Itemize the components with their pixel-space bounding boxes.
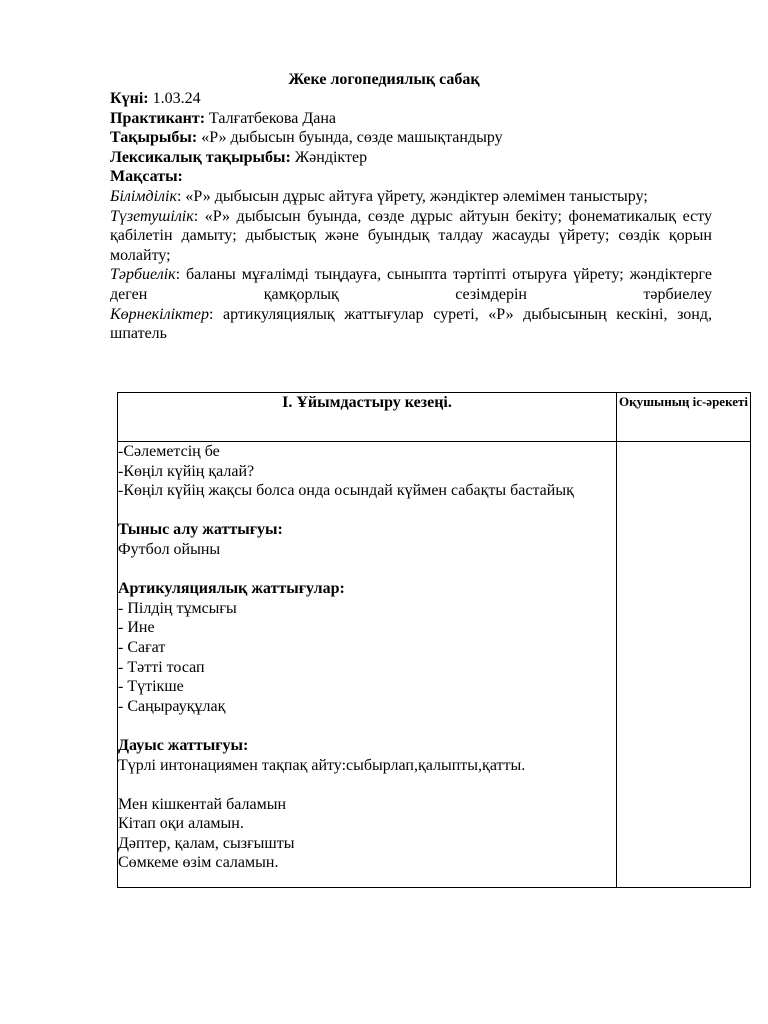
table-header-row bbox=[118, 393, 751, 442]
lesson-plan-table bbox=[117, 392, 751, 888]
upbringing-goal bbox=[110, 265, 712, 304]
breathing-exercise-item: Футбол ойыны bbox=[118, 540, 221, 558]
poem-line: Дәптер, қалам, сызғышты bbox=[118, 834, 295, 852]
topic-label: Тақырыбы: bbox=[110, 129, 198, 147]
greeting-line: -Көңіл күйің қалай? bbox=[118, 462, 255, 480]
topic-line bbox=[110, 128, 712, 148]
stage-content-cell bbox=[118, 442, 617, 888]
voice-exercise-title: Дауыс жаттығуы: bbox=[118, 736, 249, 754]
upbringing-text: : баланы мұғалімді тыңдауға, сыныпта тәртіпті отыруға үйрету; жәндіктерге деген қамқорлық сезімдерін тәрбиелеу bbox=[110, 266, 712, 303]
poem-line: Кітап оқи аламын. bbox=[118, 815, 244, 833]
articulation-item: - Пілдің тұмсығы bbox=[118, 599, 237, 617]
lexical-topic-value: Жәндіктер bbox=[294, 148, 368, 166]
articulation-item: - Түтікше bbox=[118, 678, 184, 696]
breathing-exercise-title: Тыныс алу жаттығуы: bbox=[118, 521, 283, 539]
corrective-label: Түзетушілік bbox=[110, 207, 194, 225]
articulation-item: - Сағат bbox=[118, 638, 166, 656]
articulation-item: - Саңырауқұлақ bbox=[118, 697, 226, 715]
educational-text: : «Р» дыбысын дұрыс айтуға үйрету, жәндіктер әлемімен таныстыру; bbox=[176, 187, 648, 205]
corrective-text: : «Р» дыбысын буында, сөзде дұрыс айтуын бекіту; фонематикалық есту қабілетін дамыту; дыбыстық және буындық талдау жасауды үйрету; сөздік қорын молайту; bbox=[110, 207, 712, 264]
poem-line: Сөмкеме өзім саламын. bbox=[118, 854, 279, 872]
goals-line bbox=[110, 167, 712, 187]
stage-header: І. Ұйымдастыру кезеңі. bbox=[118, 393, 617, 442]
visual-aids-label: Көрнекіліктер bbox=[110, 305, 209, 323]
lexical-topic-line bbox=[110, 148, 712, 168]
corrective-goal bbox=[110, 207, 712, 266]
visual-aids bbox=[110, 305, 712, 344]
practitioner-label: Практикант: bbox=[110, 109, 206, 127]
date-value: 1.03.24 bbox=[152, 90, 201, 107]
table-row bbox=[118, 442, 751, 888]
poem-line: Мен кішкентай баламын bbox=[118, 795, 287, 813]
voice-exercise-text: Түрлі интонациямен тақпақ айту:сыбырлап,қалыпты,қатты. bbox=[118, 756, 526, 774]
lexical-topic-label: Лексикалық тақырыбы: bbox=[110, 148, 291, 166]
practitioner-line bbox=[110, 109, 712, 129]
date-line bbox=[110, 89, 712, 109]
articulation-item: - Ине bbox=[118, 619, 155, 637]
upbringing-label: Тәрбиелік bbox=[110, 266, 176, 284]
greeting-line: -Көңіл күйің жақсы болса онда осындай күймен сабақты бастайық bbox=[118, 482, 574, 500]
student-activity-cell bbox=[617, 442, 751, 888]
articulation-title: Артикуляциялық жаттығулар: bbox=[118, 580, 345, 598]
goals-label: Мақсаты: bbox=[110, 168, 183, 186]
educational-goal bbox=[110, 187, 712, 207]
date-label: Күні: bbox=[110, 90, 149, 107]
educational-label: Білімділік bbox=[110, 187, 177, 205]
topic-value: «Р» дыбысын буында, сөзде машықтандыру bbox=[201, 129, 503, 147]
visual-aids-text: : артикуляциялық жаттығулар суреті, «Р» дыбысының кескіні, зонд, шпатель bbox=[110, 305, 712, 343]
student-activity-header: Оқушының іс-әрекеті bbox=[617, 393, 751, 442]
lesson-header bbox=[110, 89, 712, 344]
greeting-line: -Сәлеметсің бе bbox=[118, 443, 220, 460]
document-title: Жеке логопедиялық сабақ bbox=[288, 71, 480, 88]
practitioner-value: Талғатбекова Дана bbox=[209, 109, 336, 127]
articulation-item: - Тәтті тосап bbox=[118, 658, 205, 676]
